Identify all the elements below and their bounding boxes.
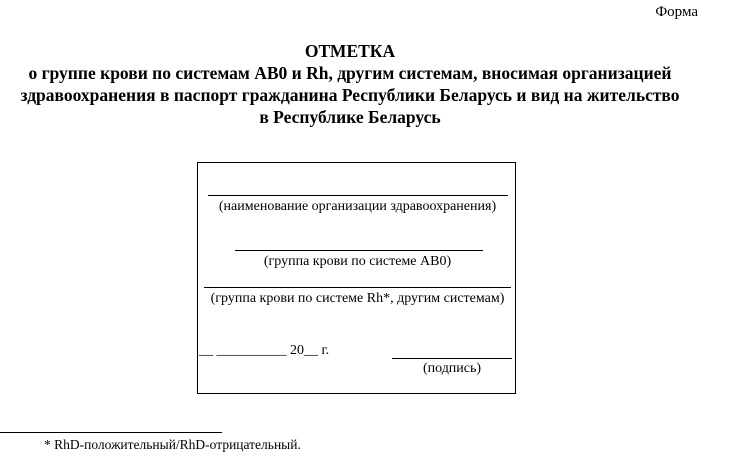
org-name-caption: (наименование организации здравоохранения) [218,199,497,214]
org-name-line [208,195,508,196]
rh-caption: (группа крови по системе Rh*, другим системам) [210,291,505,306]
document-heading: ОТМЕТКА [304,41,396,61]
signature-caption: (подпись) [422,361,482,376]
document-title-line-2: здравоохранения в паспорт гражданина Республики Беларусь и вид на жительство [20,85,680,105]
footnote: * RhD-положительный/RhD-отрицательный. [44,437,301,452]
document-title-line-3: в Республике Беларусь [259,107,441,127]
ab0-caption: (группа крови по системе АВ0) [263,254,452,269]
footnote-separator [0,432,222,433]
ab0-line [235,250,483,251]
document-title-line-1: о группе крови по системам АВ0 и Rh, другим системам, вносимая организацией [28,63,672,83]
stamp-box [197,162,516,394]
signature-line [392,358,512,359]
form-label: Форма [655,4,698,20]
date-field: __ __________ 20__ г. [199,343,330,358]
rh-line [204,287,511,288]
